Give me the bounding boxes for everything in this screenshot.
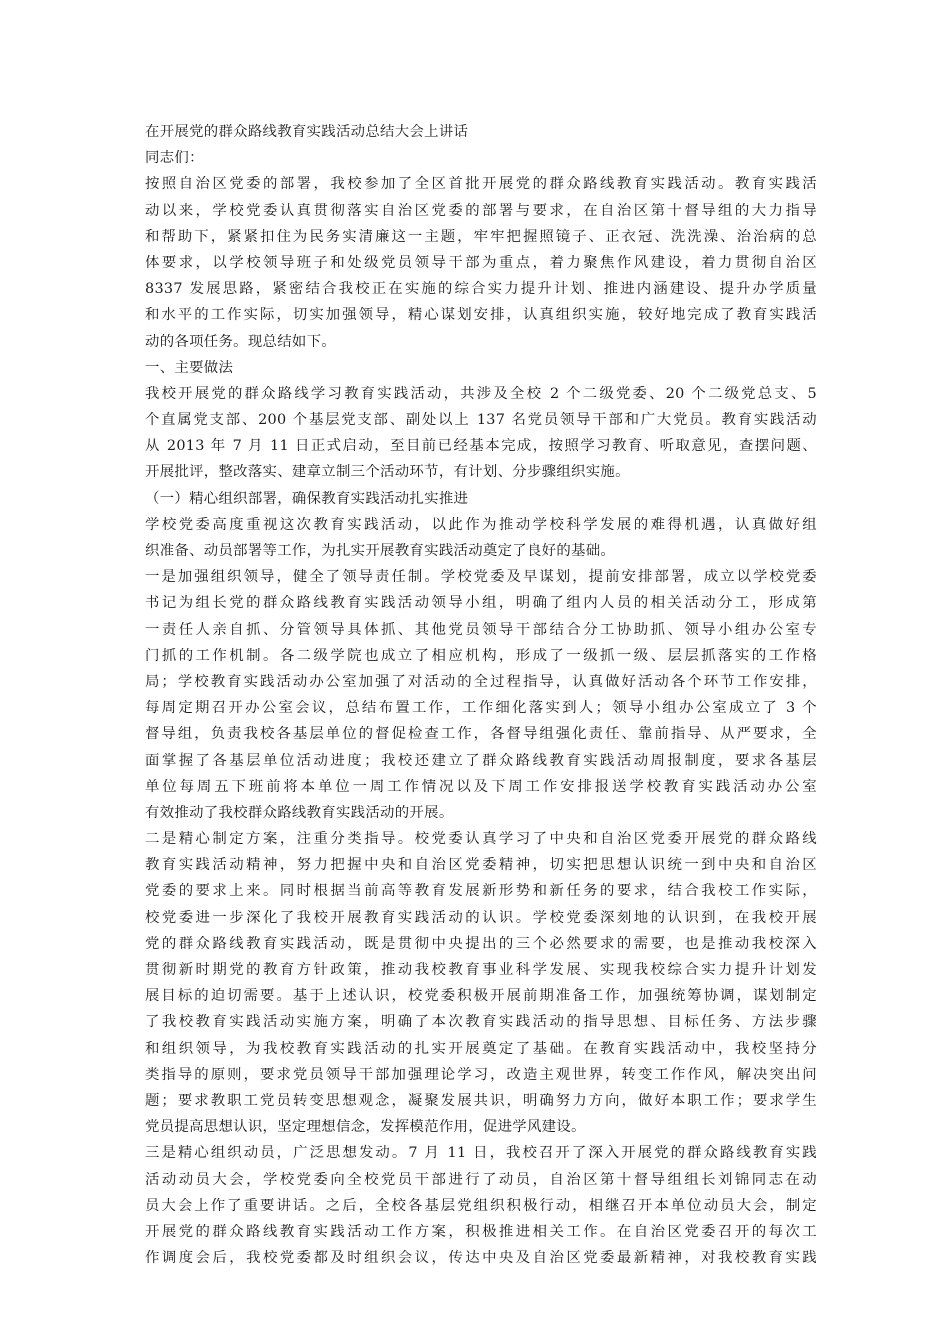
document-line: 一、主要做法 [145, 359, 234, 376]
document-line: 面掌握了各基层单位活动进度；我校还建立了群众路线教育实践活动周报制度，要求各基层 [145, 752, 817, 769]
document-line: 党的群众路线教育实践活动，既是贯彻中央提出的三个必然要求的需要，也是推动我校深入 [145, 935, 817, 952]
document-line: 局；学校教育实践活动办公室加强了对活动的全过程指导，认真做好活动各个环节工作安排， [145, 673, 817, 690]
document-line: 贯彻新时期党的教育方针政策，推动我校教育事业科学发展、实现我校综合实力提升计划发 [145, 962, 817, 978]
document-line: 教育实践活动精神，努力把握中央和自治区党委精神，切实把思想认识统一到中央和自治区 [145, 857, 817, 874]
document-line: 作调度会后，我校党委都及时组织会议，传达中央及自治区党委最新精神，对我校教育实践 [145, 1250, 817, 1267]
document-line: 二是精心制定方案，注重分类指导。校党委认真学习了中央和自治区党委开展党的群众路线 [145, 831, 817, 848]
document-line: 单位每周五下班前将本单位一周工作情况以及下周工作安排报送学校教育实践活动办公室 [145, 778, 817, 795]
document-line: 8337 发展思路，紧密结合我校正在实施的综合实力提升计划、推进内涵建设、提升办学质量 [145, 281, 817, 298]
document-line: 动以来，学校党委认真贯彻落实自治区党委的部署与要求，在自治区第十督导组的大力指导 [145, 202, 817, 219]
document-line: 按照自治区党委的部署，我校参加了全区首批开展党的群众路线教育实践活动。教育实践活 [145, 176, 817, 193]
document-line: 党员提高思想认识，坚定理想信念，发挥模范作用，促进学风建设。 [145, 1119, 586, 1136]
document-line: 开展批评，整改落实、建章立制三个活动环节，有计划、分步骤组织实施。 [145, 464, 630, 481]
document-line: 展目标的迫切需要。基于上述认识，校党委积极开展前期准备工作，加强统筹协调，谋划制定 [145, 988, 817, 1005]
document-line: 从 2013 年 7 月 11 日正式启动，至目前已经基本完成，按照学习教育、听取意见，查摆问题、 [145, 438, 817, 455]
document-line: 一是加强组织领导，健全了领导责任制。学校党委及早谋划，提前安排部署，成立以学校党委 [145, 569, 817, 586]
document-line: 学校党委高度重视这次教育实践活动，以此作为推动学校科学发展的难得机遇，认真做好组 [145, 516, 817, 533]
document-line: 体要求，以学校领导班子和处级党员领导干部为重点，着力聚焦作风建设，着力贯彻自治区 [145, 254, 817, 271]
document-line: 活动动员大会，学校党委向全校党员干部进行了动员，自治区第十督导组组长刘锦同志在动 [145, 1171, 817, 1188]
document-line: 同志们： [145, 150, 204, 167]
document-line: 每周定期召开办公室会议，总结布置工作，工作细化落实到人；领导小组办公室成立了 3 个 [145, 700, 817, 717]
document-line: 门抓的工作机制。各二级学院也成立了相应机构，形成了一级抓一级、层层抓落实的工作格 [145, 647, 817, 664]
document-line: 我校开展党的群众路线学习教育实践活动，共涉及全校 2 个二级党委、20 个二级党总支、5 [145, 385, 817, 402]
document-line: 和组织领导，为我校教育实践活动的扎实开展奠定了基础。在教育实践活动中，我校坚持分 [145, 1040, 817, 1057]
document-line: 个直属党支部、200 个基层党支部、副处以上 137 名党员领导干部和广大党员。教育实践活动 [145, 412, 817, 429]
document-line: 书记为组长党的群众路线教育实践活动领导小组，明确了组内人员的相关活动分工，形成第 [145, 595, 817, 612]
document-line: 动的各项任务。现总结如下。 [145, 333, 336, 350]
document-line: 员大会上作了重要讲话。之后，全校各基层党组织积极行动，相继召开本单位动员大会，制定 [145, 1197, 817, 1214]
document-line: 织准备、动员部署等工作，为扎实开展教育实践活动奠定了良好的基础。 [145, 543, 616, 559]
document-line: 督导组，负责我校各基层单位的督促检查工作，各督导组强化责任、靠前指导、从严要求，全 [145, 726, 817, 743]
document-title: 在开展党的群众路线教育实践活动总结大会上讲话 [145, 124, 469, 140]
document-body [145, 119, 817, 1271]
document-line: 了我校教育实践活动实施方案，明确了本次教育实践活动的指导思想、目标任务、方法步骤 [145, 1014, 817, 1031]
document-line: 校党委进一步深化了我校开展教育实践活动的认识。学校党委深刻地的认识到，在我校开展 [145, 909, 817, 926]
document-line: 和帮助下，紧紧扣住为民务实清廉这一主题，牢牢把握照镜子、正衣冠、洗洗澡、治治病的总 [145, 228, 817, 245]
document-line: 党委的要求上来。同时根据当前高等教育发展新形势和新任务的要求，结合我校工作实际， [145, 883, 817, 900]
document-line: 和水平的工作实际，切实加强领导，精心谋划安排，认真组织实施，较好地完成了教育实践活 [145, 307, 817, 324]
document-line: 类指导的原则，要求党员领导干部加强理论学习，改造主观世界，转变工作作风，解决突出问 [145, 1066, 817, 1083]
document-line: 三是精心组织动员，广泛思想发动。7 月 11 日，我校召开了深入开展党的群众路线教育实践 [145, 1145, 817, 1162]
document-line: 题；要求教职工党员转变思想观念，凝聚发展共识，明确努力方向，做好本职工作；要求学生 [145, 1092, 817, 1109]
document-line: 有效推动了我校群众路线教育实践活动的开展。 [145, 804, 454, 821]
document-line: （一）精心组织部署，确保教育实践活动扎实推进 [145, 490, 469, 507]
document-line: 一责任人亲自抓、分管领导具体抓、其他党员领导干部结合分工协助抓、领导小组办公室专 [145, 621, 817, 638]
document-line: 开展党的群众路线教育实践活动工作方案，积极推进相关工作。在自治区党委召开的每次工 [145, 1223, 817, 1240]
